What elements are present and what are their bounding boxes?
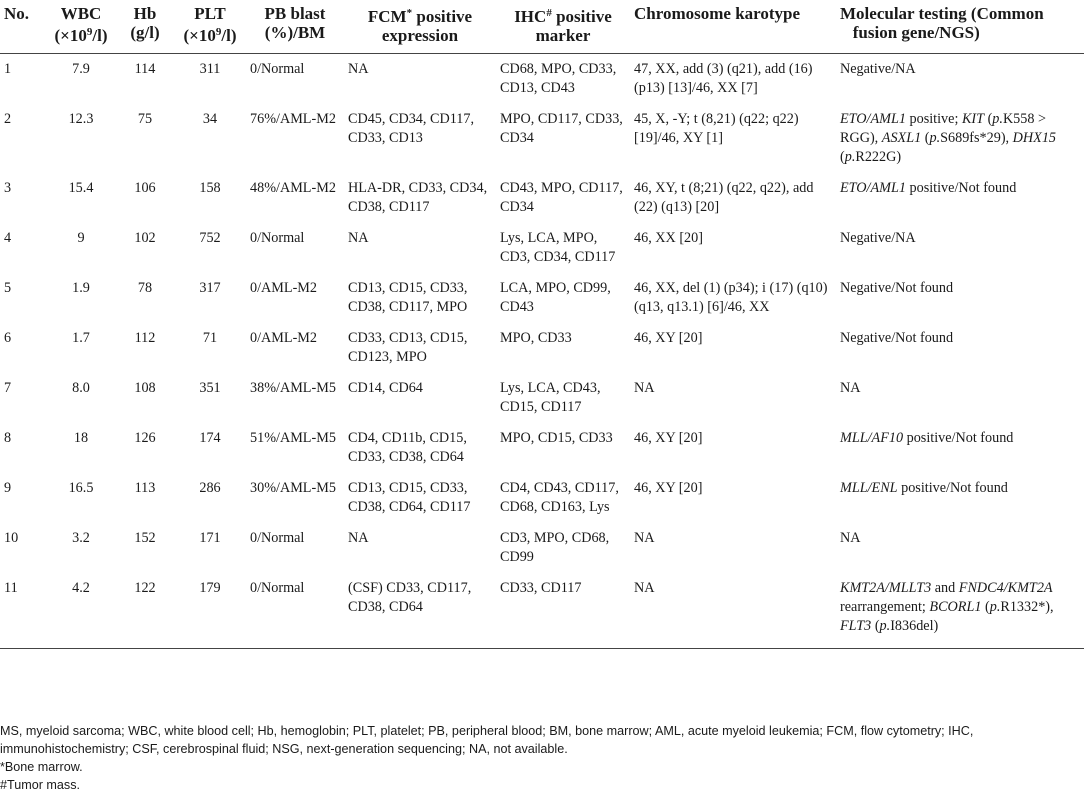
table-row bbox=[0, 473, 1084, 523]
cell-pb-blast: 0/AML-M2 bbox=[250, 280, 317, 296]
col-header-plt: PLT $(\times 10^9/l)$ bbox=[174, 0, 246, 54]
cell-no: 5 bbox=[4, 280, 12, 296]
molecular-text-part: rearrangement; bbox=[840, 599, 930, 615]
cell-hb: 108 bbox=[134, 380, 156, 396]
cell-fcm: CD14, CD64 bbox=[348, 380, 423, 396]
cell-molecular: NA bbox=[840, 530, 861, 546]
col-header-no: No. bbox=[0, 0, 46, 54]
molecular-text-part: I836del) bbox=[890, 618, 939, 634]
cell-no: 3 bbox=[4, 180, 12, 196]
table-row bbox=[0, 273, 1084, 323]
cell-ihc: CD3, MPO, CD68, CD99 bbox=[500, 530, 610, 565]
cell-plt: 179 bbox=[174, 573, 246, 649]
molecular-text-part: ( bbox=[984, 111, 993, 127]
cell-molecular bbox=[836, 573, 1084, 649]
cell-hb: 78 bbox=[137, 280, 153, 296]
col-header-fcm: FCM* positive expression bbox=[344, 0, 496, 54]
cell-fcm: CD13, CD15, CD33, CD38, CD64, CD117 bbox=[348, 480, 471, 515]
cell-molecular: Negative/Not found bbox=[840, 330, 954, 346]
molecular-text-part: FLT3 bbox=[840, 618, 872, 634]
cell-pb-blast: 76%/AML-M2 bbox=[250, 111, 336, 127]
cell-hb: 112 bbox=[134, 330, 156, 346]
cell-wbc: 1.9 bbox=[72, 280, 90, 296]
cell-ihc: LCA, MPO, CD99, CD43 bbox=[500, 280, 611, 315]
molecular-text-part: p. bbox=[879, 618, 891, 634]
cell-no: 1 bbox=[4, 61, 12, 77]
col-header-molecular: Molecular testing (Common fusion gene/NGS) bbox=[836, 0, 1084, 54]
molecular-text-part: positive/Not found bbox=[903, 430, 1014, 446]
table-row bbox=[0, 423, 1084, 473]
molecular-text-part: ( bbox=[981, 599, 990, 615]
cell-pb-blast: 0/Normal bbox=[250, 61, 305, 77]
cell-no: 8 bbox=[4, 430, 12, 446]
cell-plt: 286 bbox=[199, 480, 221, 496]
cell-molecular: Negative/Not found bbox=[840, 280, 954, 296]
table-row bbox=[0, 523, 1084, 573]
cell-wbc: 18 bbox=[73, 430, 89, 446]
table-row bbox=[0, 54, 1084, 105]
cell-no: 2 bbox=[4, 111, 12, 127]
cell-pb-blast: 0/AML-M2 bbox=[250, 330, 317, 346]
molecular-text-part: FNDC4/KMT2A bbox=[958, 580, 1053, 596]
molecular-text-part: ( bbox=[871, 618, 880, 634]
table-footnotes bbox=[0, 722, 1080, 794]
cell-wbc: 7.9 bbox=[72, 61, 90, 77]
cell-wbc: 15.4 bbox=[68, 180, 94, 196]
col-header-pb-blast: PB blast (%)/BM bbox=[246, 0, 344, 54]
cell-ihc: CD43, MPO, CD117, CD34 bbox=[500, 180, 623, 215]
cell-fcm: (CSF) CD33, CD117, CD38, CD64 bbox=[344, 573, 496, 649]
cell-karyotype: NA bbox=[634, 530, 655, 546]
molecular-text-part: positive/Not found bbox=[905, 180, 1017, 196]
cell-karyotype: 46, XY [20] bbox=[634, 430, 703, 446]
molecular-text-part: p. bbox=[844, 149, 856, 165]
molecular-text-part: S689fs*29), bbox=[940, 130, 1013, 146]
col-header-hb: Hb (g/l) bbox=[116, 0, 174, 54]
header-row bbox=[0, 0, 1084, 54]
cell-pb-blast: 38%/AML-M5 bbox=[250, 380, 336, 396]
molecular-text-part: MLL/ENL bbox=[840, 480, 898, 496]
cell-fcm: CD33, CD13, CD15, CD123, MPO bbox=[348, 330, 468, 365]
cell-no: 10 bbox=[4, 530, 19, 546]
molecular-text-part: p. bbox=[992, 111, 1003, 127]
cell-hb: 126 bbox=[134, 430, 156, 446]
cell-pb-blast: 51%/AML-M5 bbox=[250, 430, 336, 446]
cell-fcm: NA bbox=[348, 530, 369, 546]
molecular-text-part: DHX15 bbox=[1012, 130, 1057, 146]
col-header-karyotype: Chromosome karotype bbox=[630, 0, 836, 54]
cell-wbc: 12.3 bbox=[68, 111, 94, 127]
col-header-wbc: WBC $(\times 10^9/l)$ bbox=[46, 0, 116, 54]
cell-ihc: Lys, LCA, MPO, CD3, CD34, CD117 bbox=[500, 230, 616, 265]
cell-fcm: NA bbox=[348, 61, 369, 77]
cell-ihc: CD33, CD117 bbox=[496, 573, 630, 649]
cell-ihc: MPO, CD15, CD33 bbox=[500, 430, 613, 446]
cell-ihc: CD68, MPO, CD33, CD13, CD43 bbox=[500, 61, 617, 96]
cell-pb-blast: 30%/AML-M5 bbox=[250, 480, 336, 496]
molecular-text-part: and bbox=[931, 580, 959, 596]
cell-ihc: MPO, CD117, CD33, CD34 bbox=[500, 111, 623, 146]
tumor-mass-footnote: #Tumor mass. bbox=[0, 778, 81, 792]
cell-no: 11 bbox=[0, 573, 46, 649]
cell-wbc: 16.5 bbox=[68, 480, 94, 496]
cell-wbc: 4.2 bbox=[46, 573, 116, 649]
cell-karyotype: 46, XY [20] bbox=[634, 480, 703, 496]
cell-molecular: Negative/NA bbox=[840, 230, 916, 246]
cell-plt: 174 bbox=[199, 430, 221, 446]
molecular-text-part: BCORL1 bbox=[929, 599, 982, 615]
cell-fcm: CD13, CD15, CD33, CD38, CD117, MPO bbox=[348, 280, 468, 315]
cell-ihc: CD4, CD43, CD117, CD68, CD163, Lys bbox=[500, 480, 619, 515]
cell-plt: 171 bbox=[199, 530, 221, 546]
cell-molecular bbox=[836, 423, 1084, 473]
cell-hb: 106 bbox=[134, 180, 156, 196]
cell-karyotype: 45, X, -Y; t (8,21) (q22; q22) [19]/46, XY [1] bbox=[634, 111, 799, 146]
table-row bbox=[0, 104, 1084, 173]
cell-hb: 113 bbox=[134, 480, 156, 496]
cell-no: 9 bbox=[4, 480, 12, 496]
cell-no: 6 bbox=[4, 330, 12, 346]
molecular-text-part: positive; bbox=[905, 111, 962, 127]
molecular-text-part: ( bbox=[840, 149, 845, 165]
bone-marrow-footnote: *Bone marrow. bbox=[0, 760, 83, 774]
cell-pb-blast: 0/Normal bbox=[246, 573, 344, 649]
abbreviations-note: MS, myeloid sarcoma; WBC, white blood cell; Hb, hemoglobin; PLT, platelet; PB, peripheral blood; BM, bone marrow; AML, acute myeloid leukemia; FCM, flow cytometry; IHC, immunohistochemistry; CSF, cerebrospinal fluid; NSG, next-generation sequencing; NA, not available. bbox=[0, 724, 974, 756]
cell-karyotype: 46, XY [20] bbox=[634, 330, 703, 346]
cell-molecular: Negative/NA bbox=[840, 61, 916, 77]
cell-molecular: NA bbox=[840, 380, 861, 396]
table-row bbox=[0, 323, 1084, 373]
cell-plt: 351 bbox=[199, 380, 221, 396]
cell-fcm: CD4, CD11b, CD15, CD33, CD38, CD64 bbox=[348, 430, 467, 465]
cell-hb: 114 bbox=[134, 61, 156, 77]
cell-karyotype: 46, XX [20] bbox=[634, 230, 703, 246]
molecular-text-part: ( bbox=[921, 130, 930, 146]
cell-wbc: 1.7 bbox=[72, 330, 90, 346]
molecular-text-part: p. bbox=[929, 130, 941, 146]
table-row bbox=[0, 373, 1084, 423]
cell-ihc: MPO, CD33 bbox=[500, 330, 572, 346]
table-row bbox=[0, 173, 1084, 223]
cell-plt: 317 bbox=[199, 280, 221, 296]
cell-pb-blast: 0/Normal bbox=[250, 530, 305, 546]
cell-no: 4 bbox=[4, 230, 12, 246]
cell-hb: 75 bbox=[137, 111, 153, 127]
table-row bbox=[0, 573, 1084, 649]
cell-plt: 311 bbox=[199, 61, 221, 77]
molecular-text-part: K558 > RGG), bbox=[840, 111, 1047, 146]
cell-plt: 34 bbox=[202, 111, 218, 127]
col-header-ihc: IHC# positive marker bbox=[496, 0, 630, 54]
cell-plt: 71 bbox=[202, 330, 218, 346]
molecular-text-part: KMT2A/MLLT3 bbox=[840, 580, 932, 596]
cell-wbc: 9 bbox=[77, 230, 85, 246]
cell-fcm: HLA-DR, CD33, CD34, CD38, CD117 bbox=[348, 180, 488, 215]
molecular-text-part: positive/Not found bbox=[897, 480, 1008, 496]
table-row bbox=[0, 223, 1084, 273]
molecular-text-part: ETO/AML1 bbox=[840, 111, 906, 127]
cell-molecular bbox=[836, 104, 1084, 173]
cell-ihc: Lys, LCA, CD43, CD15, CD117 bbox=[500, 380, 601, 415]
cell-wbc: 3.2 bbox=[72, 530, 90, 546]
molecular-text-part: R222G) bbox=[855, 149, 902, 165]
cell-wbc: 8.0 bbox=[72, 380, 90, 396]
cell-karyotype: 47, XX, add (3) (q21), add (16) (p13) [13]/46, XX [7] bbox=[634, 61, 813, 96]
cell-karyotype: 46, XX, del (1) (p34); i (17) (q10) (q13, q13.1) [6]/46, XX bbox=[634, 280, 828, 315]
cell-molecular bbox=[836, 173, 1084, 223]
cell-karyotype: NA bbox=[634, 380, 655, 396]
cell-karyotype: NA bbox=[630, 573, 836, 649]
cell-karyotype: 46, XY, t (8;21) (q22, q22), add (22) (q13) [20] bbox=[634, 180, 814, 215]
cell-pb-blast: 48%/AML-M2 bbox=[250, 180, 336, 196]
cell-hb: 152 bbox=[134, 530, 156, 546]
molecular-text-part: ETO/AML1 bbox=[840, 180, 906, 196]
cell-molecular bbox=[836, 473, 1084, 523]
cell-hb: 122 bbox=[116, 573, 174, 649]
molecular-text-part: KIT bbox=[961, 111, 985, 127]
molecular-text-part: ASXL1 bbox=[881, 130, 922, 146]
cell-hb: 102 bbox=[134, 230, 156, 246]
molecular-text-part: R1332*), bbox=[1000, 599, 1054, 615]
cell-no: 7 bbox=[4, 380, 12, 396]
molecular-text-part: p. bbox=[989, 599, 1001, 615]
cell-fcm: NA bbox=[348, 230, 369, 246]
cell-plt: 158 bbox=[199, 180, 221, 196]
molecular-text-part: MLL/AF10 bbox=[840, 430, 904, 446]
cell-pb-blast: 0/Normal bbox=[250, 230, 305, 246]
cell-fcm: CD45, CD34, CD117, CD33, CD13 bbox=[348, 111, 474, 146]
cell-plt: 752 bbox=[199, 230, 221, 246]
